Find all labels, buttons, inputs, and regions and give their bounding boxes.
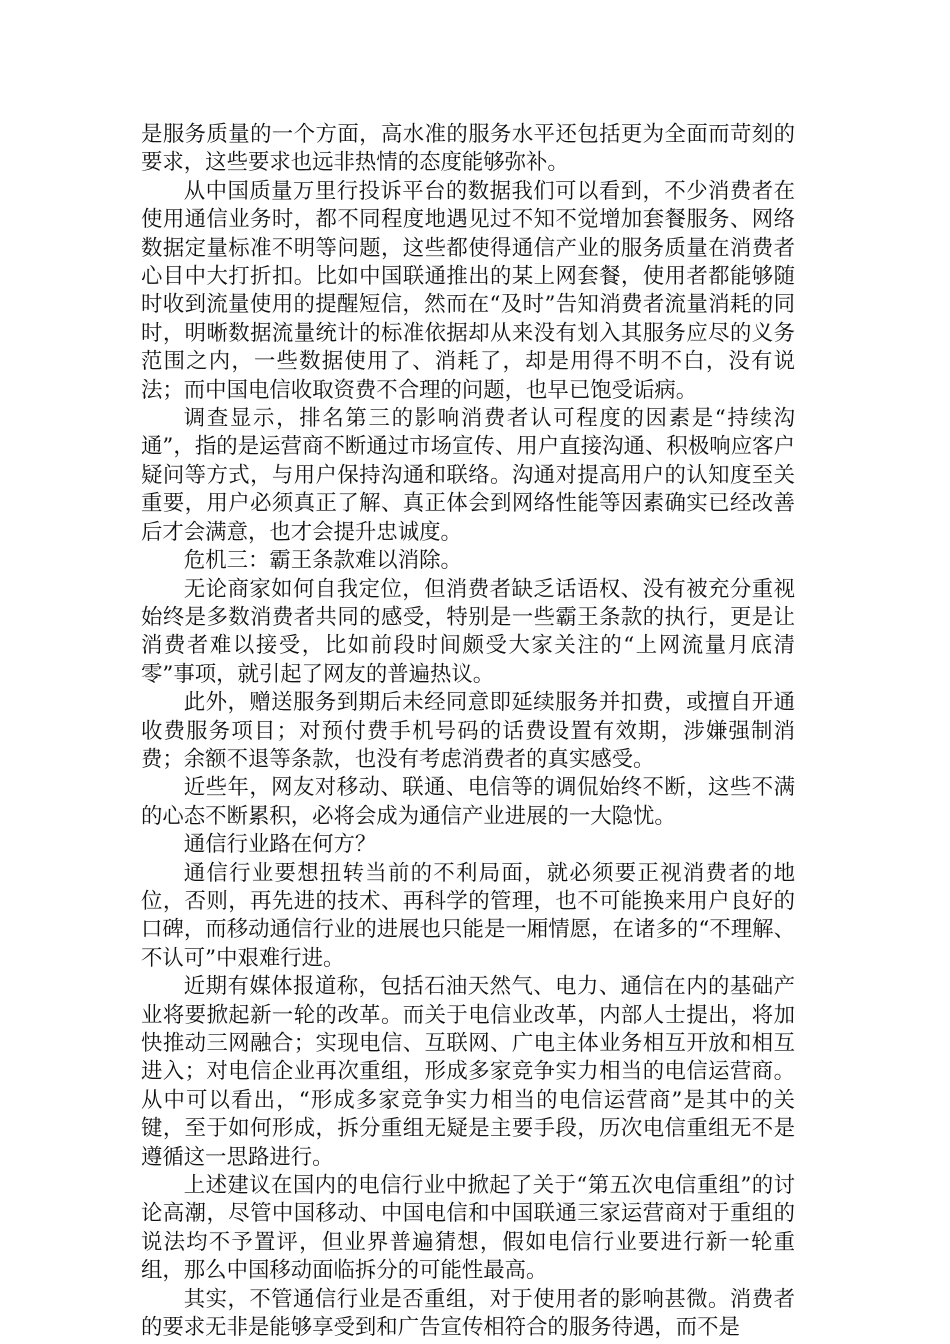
paragraph: 其实，不管通信行业是否重组，对于使用者的影响甚微。消费者的要求无非是能够享受到和广告宣传相符合的服务待遇，而不是 xyxy=(141,1286,795,1341)
paragraph: 无论商家如何自我定位，但消费者缺乏话语权、没有被充分重视始终是多数消费者共同的感受，特别是一些霸王条款的执行，更是让消费者难以接受，比如前段时间颇受大家关注的“上网流量月底清零”事项，就引起了网友的普遍热议。 xyxy=(141,576,795,687)
paragraph: 近期有媒体报道称，包括石油天然气、电力、通信在内的基础产业将要掀起新一轮的改革。而关于电信业改革，内部人士提出，将加快推动三网融合；实现电信、互联网、广电主体业务相互开放和相互进入；对电信企业再次重组，形成多家竞争实力相当的电信运营商。从中可以看出，“形成多家竞争实力相当的电信运营商”是其中的关键，至于如何形成，拆分重组无疑是主要手段，历次电信重组无不是遵循这一思路进行。 xyxy=(141,974,795,1170)
paragraph: 通信行业要想扭转当前的不利局面，就必须要正视消费者的地位，否则，再先进的技术、再科学的管理，也不可能换来用户良好的口碑，而移动通信行业的进展也只能是一厢情愿，在诸多的“不理解、不认可”中艰难行进。 xyxy=(141,860,795,971)
document-body xyxy=(141,121,795,1342)
paragraph: 从中国质量万里行投诉平台的数据我们可以看到，不少消费者在使用通信业务时，都不同程度地遇见过不知不觉增加套餐服务、网络数据定量标准不明等问题，这些都使得通信产业的服务质量在消费者心目中大打折扣。比如中国联通推出的某上网套餐，使用者都能够随时收到流量使用的提醒短信，然而在“及时”告知消费者流量消耗的同时，明晰数据流量统计的标准依据却从来没有划入其服务应尽的义务范围之内，一些数据使用了、消耗了，却是用得不明不白，没有说法；而中国电信收取资费不合理的问题，也早已饱受诟病。 xyxy=(141,178,795,403)
paragraph: 此外，赠送服务到期后未经同意即延续服务并扣费，或擅自开通收费服务项目；对预付费手机号码的话费设置有效期，涉嫌强制消费；余额不退等条款，也没有考虑消费者的真实感受。 xyxy=(141,690,795,772)
paragraph: 近些年，网友对移动、联通、电信等的调侃始终不断，这些不满的心态不断累积，必将会成为通信产业进展的一大隐忧。 xyxy=(141,775,795,829)
paragraph-continued: 是服务质量的一个方面，高水准的服务水平还包括更为全面而苛刻的要求，这些要求也远非热情的态度能够弥补。 xyxy=(141,122,795,176)
paragraph: 上述建议在国内的电信行业中掀起了关于“第五次电信重组”的讨论高潮，尽管中国移动、中国电信和中国联通三家运营商对于重组的说法均不予置评，但业界普遍猜想，假如电信行业要进行新一轮重组，那么中国移动面临拆分的可能性最高。 xyxy=(141,1173,795,1284)
section-heading: 危机三：霸王条款难以消除。 xyxy=(183,548,462,574)
paragraph: 调查显示，排名第三的影响消费者认可程度的因素是“持续沟通”，指的是运营商不断通过市场宣传、用户直接沟通、积极响应客户疑问等方式，与用户保持沟通和联络。沟通对提高用户的认知度至关重要，用户必须真正了解、真正体会到网络性能等因素确实已经改善后才会满意，也才会提升忠诚度。 xyxy=(141,406,795,545)
section-heading: 通信行业路在何方？ xyxy=(183,832,377,858)
